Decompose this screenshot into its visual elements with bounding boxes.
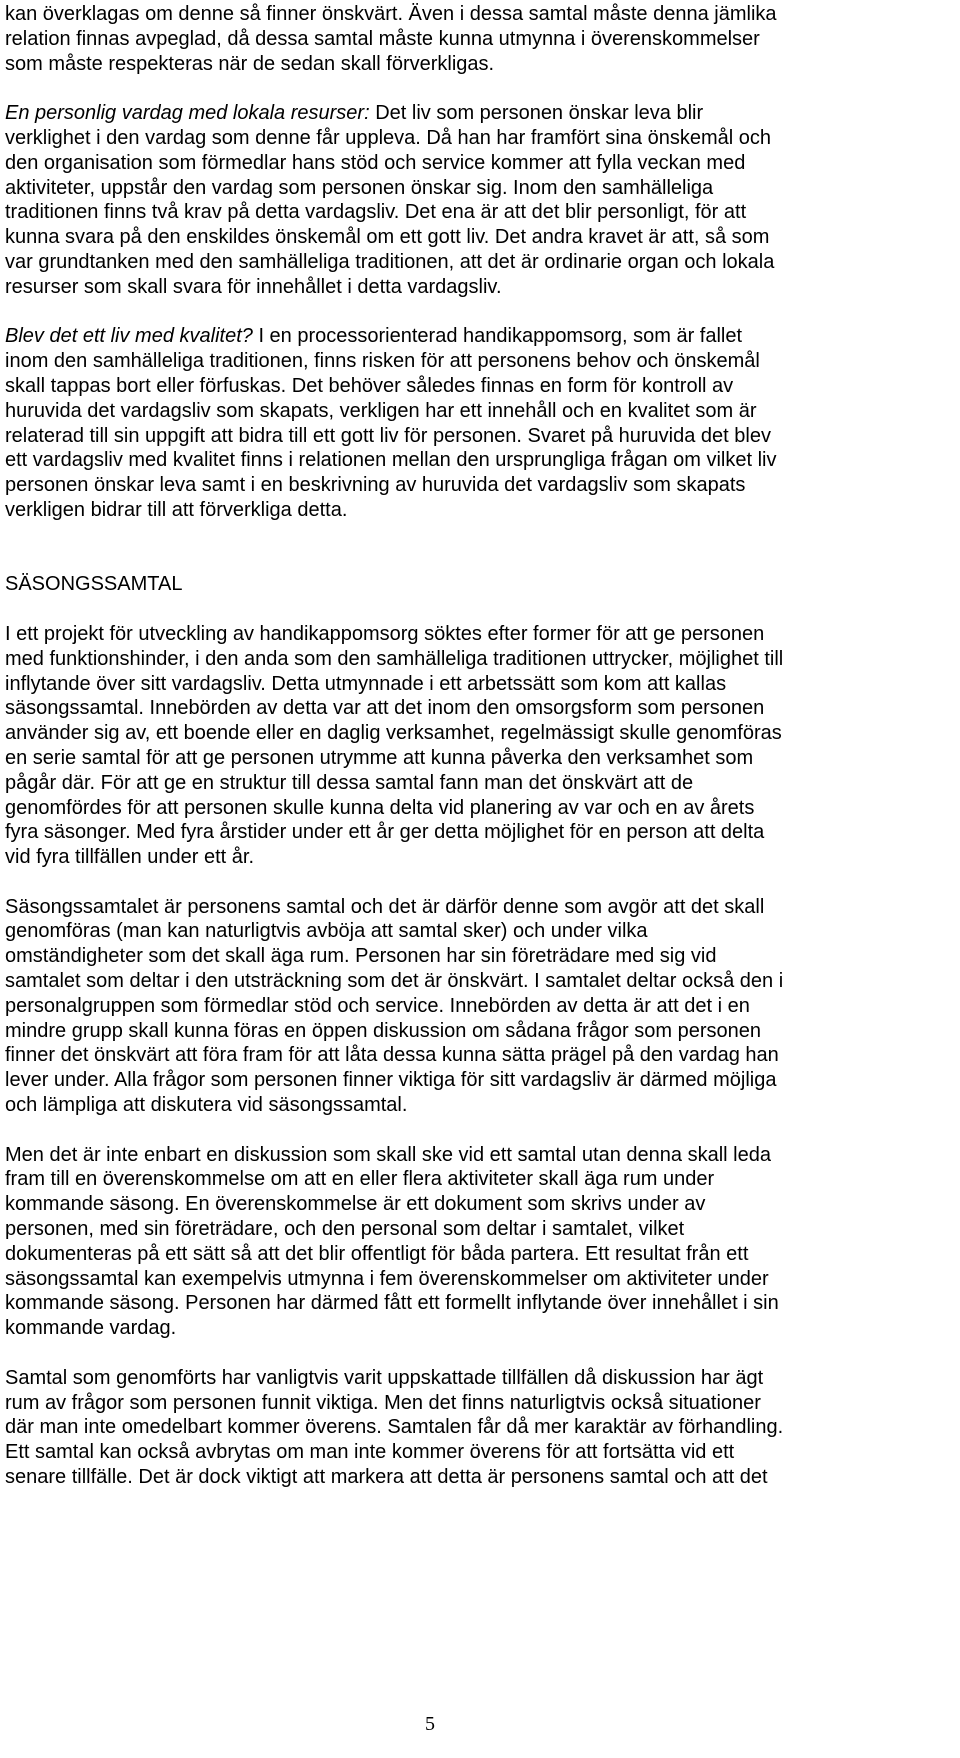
text-line: kan överklagas om denne så finner önskvärt. Även i dessa samtal måste denna jämlika — [5, 3, 777, 25]
paragraph-gap — [5, 597, 960, 622]
text-line: kunna svara på den enskildes önskemål om ett gott liv. Det andra kravet är att, så som — [5, 226, 770, 249]
text-line: kommande säsong. En överenskommelse är ett dokument som skrivs under av — [5, 1193, 706, 1216]
paragraph-gap — [5, 300, 960, 325]
text-line: med funktionshinder, i den anda som den samhälleliga traditionen uttrycker, möjlighet till — [5, 647, 784, 670]
text-line: I ett projekt för utveckling av handikappomsorg söktes efter former för att ge personen — [5, 622, 765, 645]
text-line-rest: I en processorienterad handikappomsorg, som är fallet — [252, 325, 743, 348]
text-line: personalgruppen som förmedlar stöd och service. Innebörden av detta är att det i en — [5, 994, 750, 1017]
paragraph-intro — [5, 2, 960, 76]
text-line: relaterad till sin uppgift att bidra till ett gott liv för personen. Svaret på huruvida det blev — [5, 424, 771, 447]
text-line: aktiviteter, uppstår den vardag som personen önskar sig. Inom den samhälleliga — [5, 176, 714, 199]
text-line: ett vardagsliv med kvalitet finns i relationen mellan den ursprungliga frågan om vilket liv — [5, 449, 777, 472]
text-line: dokumenteras på ett sätt så att det blir offentligt för båda partera. Ett resultat från ett — [5, 1242, 749, 1265]
text-line: Samtal som genomförts har vanligtvis varit uppskattade tillfällen då diskussion har ägt — [5, 1366, 764, 1389]
text-line: relation finnas avpeglad, då dessa samtal måste kunna utmynna i överenskommelser — [5, 27, 760, 50]
text-line: inom den samhälleliga traditionen, finns risken för att personens behov och önskemål — [5, 350, 760, 373]
text-line: Ett samtal kan också avbrytas om man inte kommer överens för att fortsätta vid ett — [5, 1441, 735, 1464]
paragraph-agreement — [5, 1143, 960, 1341]
text-line: och lämpliga att diskutera vid säsongssamtal. — [5, 1094, 408, 1117]
text-line: inflytande över sitt vardagsliv. Detta utmynnade i ett arbetssätt som kom att kallas — [5, 672, 727, 695]
text-line: Men det är inte enbart en diskussion som skall ske vid ett samtal utan denna skall leda — [5, 1143, 771, 1166]
text-line: den organisation som förmedlar hans stöd och service kommer att fylla veckan med — [5, 151, 746, 174]
text-line-rest: Det liv som personen önskar leva blir — [369, 102, 704, 125]
text-line: genomfördes för att personen skulle kunna delta vid planering av var och en av årets — [5, 796, 755, 819]
paragraph-conversations-held — [5, 1366, 960, 1490]
paragraph-gap — [5, 870, 960, 895]
paragraph-season-conversation — [5, 895, 960, 1118]
section-gap — [5, 523, 960, 573]
text-line: en serie samtal för att ge personen utrymme att kunna påverka den verksamhet som — [5, 746, 754, 769]
text-line: finner det önskvärt att föra fram för att låta dessa kunna sätta prägel på den vardag han — [5, 1044, 779, 1067]
text-line: huruvida det vardagsliv som skapats, verkligen har ett innehåll och en kvalitet som är — [5, 399, 757, 422]
text-line: lever under. Alla frågor som personen finner viktiga för sitt vardagsliv är därmed möjliga — [5, 1069, 777, 1092]
text-line: kommande säsong. Personen har därmed fått ett formellt inflytande över innehållet i sin — [5, 1292, 779, 1315]
text-line: personen, med sin företrädare, och den personal som deltar i samtalet, vilket — [5, 1218, 685, 1241]
text-line: samtalet som deltar i den utsträckning som det är önskvärt. I samtalet deltar också den i — [5, 970, 784, 993]
paragraph-quality-of-life — [5, 324, 960, 522]
paragraph-lead: Blev det ett liv med kvalitet? — [5, 325, 253, 348]
text-line: resurser som skall svara för innehållet i detta vardagsliv. — [5, 275, 502, 298]
paragraph-gap — [5, 1118, 960, 1143]
text-line: Säsongssamtalet är personens samtal och det är därför denne som avgör att det skall — [5, 895, 765, 918]
text-line: var grundtanken med den samhälleliga traditionen, att det är ordinarie organ och lokala — [5, 250, 775, 273]
text-line: traditionen finns två krav på detta vardagsliv. Det ena är att det blir personligt, för att — [5, 201, 747, 224]
text-line: säsongssamtal. Innebörden av detta var att det inom den omsorgsform som personen — [5, 697, 765, 720]
text-line: omständigheter som det skall äga rum. Personen har sin företrädare med sig vid — [5, 945, 717, 968]
text-line — [5, 324, 960, 349]
page-number: 5 — [425, 1713, 435, 1735]
text-line: mindre grupp skall kunna föras en öppen diskussion om sådana frågor som personen — [5, 1019, 761, 1042]
text-line: fram till en överenskommelse om att en eller flera aktiviteter skall äga rum under — [5, 1168, 715, 1191]
paragraph-gap — [5, 76, 960, 101]
text-line — [5, 101, 960, 126]
text-line: kommande vardag. — [5, 1317, 177, 1340]
text-line: fyra säsonger. Med fyra årstider under ett år ger detta möjlighet för en person att delta — [5, 821, 765, 844]
text-line: personen önskar leva samt i en beskrivning av huruvida det vardagsliv som skapats — [5, 474, 746, 497]
text-line: där man inte omedelbart kommer överens. Samtalen får då mer karaktär av förhandling. — [5, 1416, 784, 1439]
text-line: som måste respekteras när de sedan skall förverkligas. — [5, 52, 495, 75]
paragraph-gap — [5, 1341, 960, 1366]
section-heading: SÄSONGSSAMTAL — [5, 573, 183, 596]
text-line: vid fyra tillfällen under ett år. — [5, 846, 255, 869]
text-line: pågår där. För att ge en struktur till dessa samtal fann man det önskvärt att de — [5, 771, 694, 794]
text-line: verklighet i den vardag som denne får uppleva. Då han har framfört sina önskemål och — [5, 126, 771, 149]
text-line: säsongssamtal kan exempelvis utmynna i fem överenskommelser om aktiviteter under — [5, 1267, 769, 1290]
text-line: skall tappas bort eller förfuskas. Det behöver således finnas en form för kontroll av — [5, 374, 734, 397]
text-line: senare tillfälle. Det är dock viktigt att markera att detta är personens samtal och att det — [5, 1466, 768, 1489]
text-line: använder sig av, ett boende eller en daglig verksamhet, regelmässigt skulle genomföras — [5, 722, 782, 745]
text-line: genomföras (man kan naturligtvis avböja att samtal sker) och under vilka — [5, 920, 648, 943]
paragraph-lead: En personlig vardag med lokala resurser: — [5, 102, 370, 125]
paragraph-season-intro — [5, 622, 960, 870]
text-line: verkligen bidrar till att förverkliga detta. — [5, 498, 348, 521]
paragraph-personal-everyday — [5, 101, 960, 299]
text-line: rum av frågor som personen funnit viktiga. Men det finns naturligtvis också situationer — [5, 1391, 761, 1414]
